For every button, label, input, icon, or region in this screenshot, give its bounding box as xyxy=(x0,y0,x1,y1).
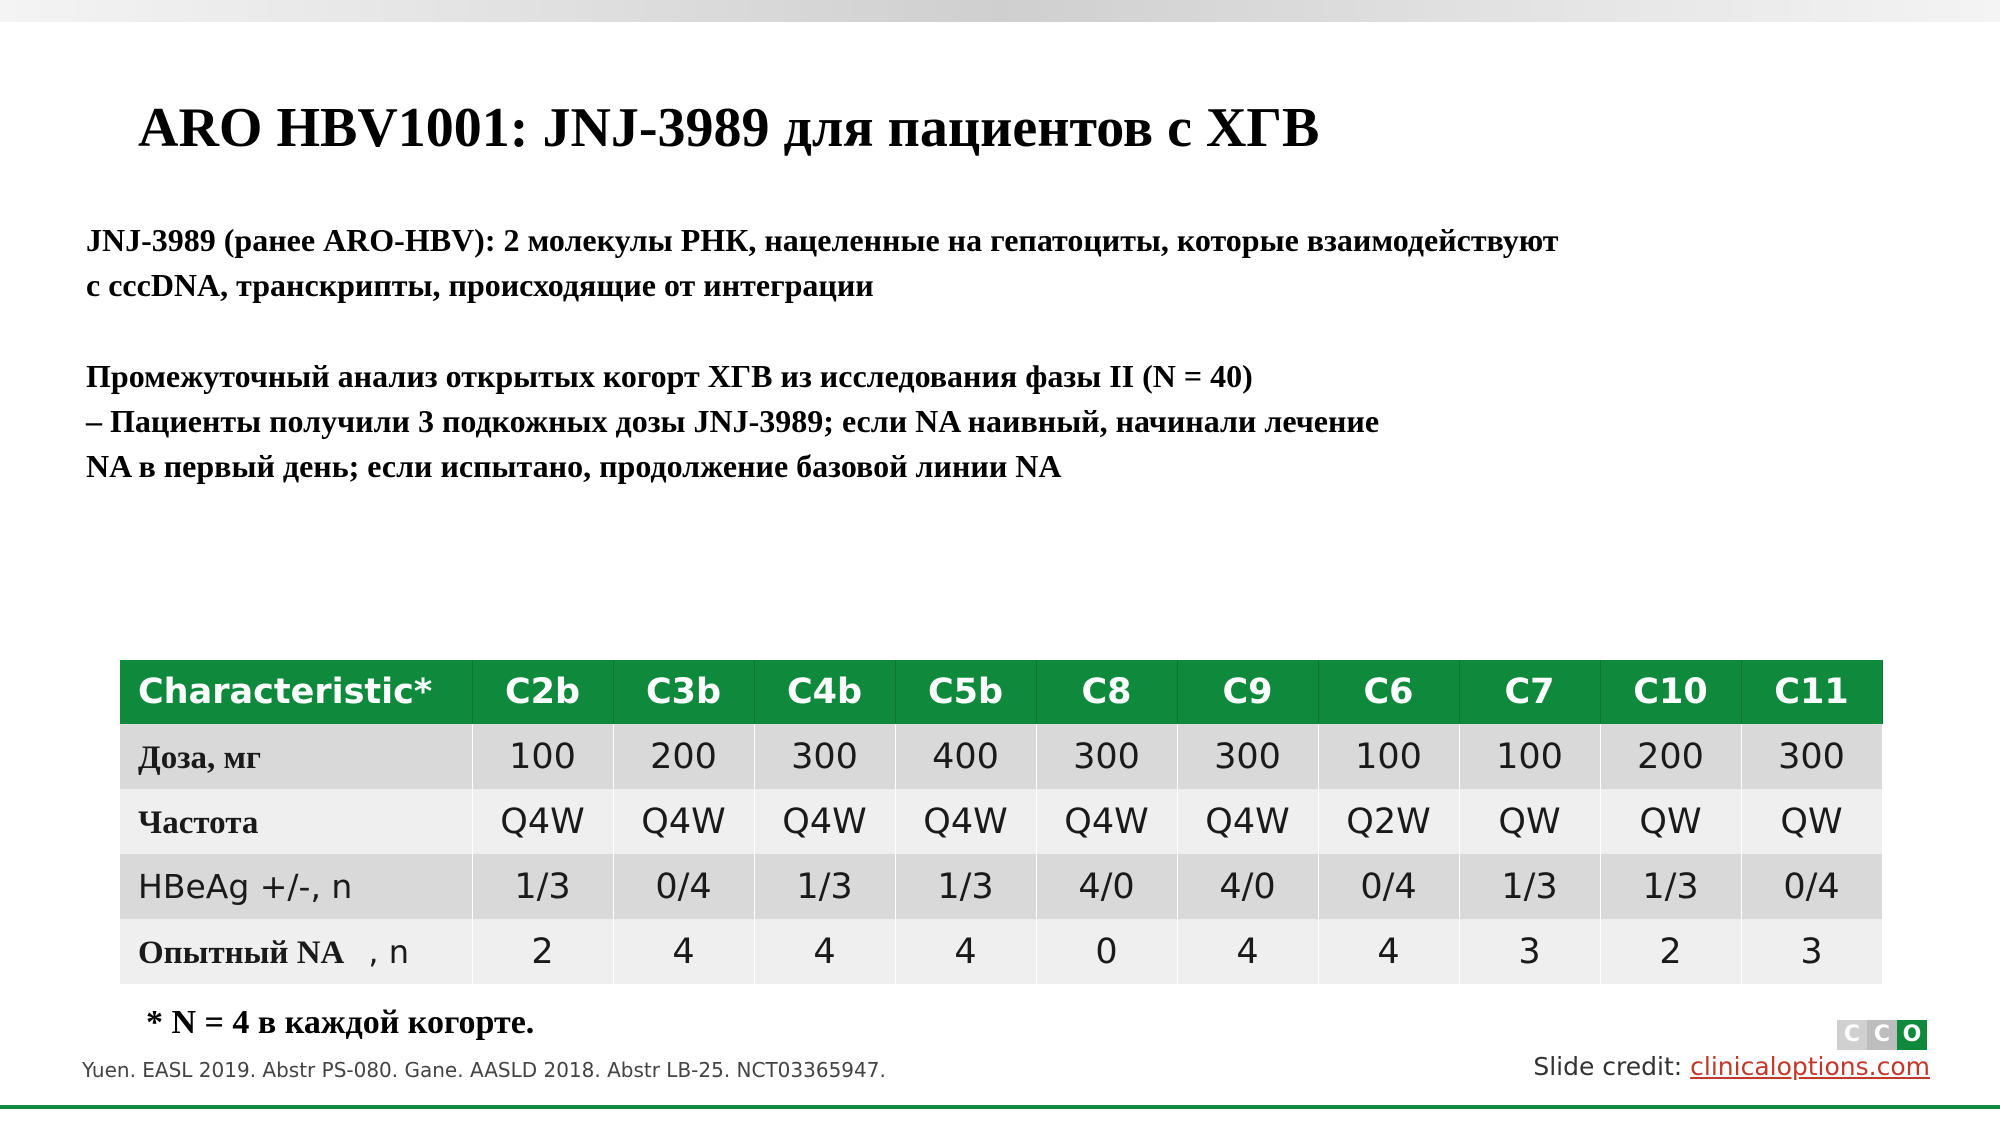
table-cell: 300 xyxy=(1036,724,1177,789)
table-cell: 1/3 xyxy=(754,854,895,919)
intro-line: JNJ-3989 (ранее ARO-HBV): 2 молекулы РНК, нацеленные на гепатоциты, которые взаимодействуют xyxy=(86,222,1559,258)
table-cell: 100 xyxy=(1459,724,1600,789)
column-header-cohort: C7 xyxy=(1459,660,1600,724)
analysis-line: NA в первый день; если испытано, продолжение базовой линии NA xyxy=(86,448,1062,484)
analysis-line: – Пациенты получили 3 подкожных дозы JNJ-3989; если NA наивный, начинали лечение xyxy=(86,403,1380,439)
table-cell: 1/3 xyxy=(895,854,1036,919)
table-header-row xyxy=(120,660,1882,724)
table-cell: 300 xyxy=(754,724,895,789)
table-cell: 0 xyxy=(1036,919,1177,984)
table-cell: 4 xyxy=(754,919,895,984)
table-cell: 4 xyxy=(1177,919,1318,984)
table-cell: 1/3 xyxy=(1459,854,1600,919)
row-label: Частота xyxy=(138,804,259,841)
table-cell: 2 xyxy=(1600,919,1741,984)
top-gradient-bar xyxy=(0,0,2000,22)
column-header-cohort: C4b xyxy=(754,660,895,724)
row-label: Опытный NA xyxy=(138,934,345,971)
cco-logo xyxy=(1837,1020,1927,1050)
table-row-frequency xyxy=(120,789,1882,854)
intro-paragraph xyxy=(86,218,1946,308)
table-cell: 300 xyxy=(1741,724,1882,789)
table-cell: Q4W xyxy=(1036,789,1177,854)
table-cell: QW xyxy=(1459,789,1600,854)
column-header-cohort: C9 xyxy=(1177,660,1318,724)
table-cell: 4 xyxy=(1318,919,1459,984)
column-header-characteristic: Characteristic* xyxy=(120,660,472,724)
table-cell: 300 xyxy=(1177,724,1318,789)
column-header-cohort: C11 xyxy=(1741,660,1882,724)
credit-prefix: Slide credit: xyxy=(1533,1052,1691,1081)
row-label: Доза, мг xyxy=(138,739,261,776)
table-cell: 4 xyxy=(613,919,754,984)
table-cell: Q4W xyxy=(613,789,754,854)
logo-letter: C xyxy=(1867,1020,1897,1050)
table-row-na-experienced xyxy=(120,919,1882,984)
table-cell: 3 xyxy=(1741,919,1882,984)
logo-letter: C xyxy=(1837,1020,1867,1050)
logo-letter: O xyxy=(1897,1020,1927,1050)
row-label-cell xyxy=(120,919,472,984)
table-cell: 1/3 xyxy=(1600,854,1741,919)
table-footnote: * N = 4 в каждой когорте. xyxy=(146,1004,535,1041)
table-cell: 400 xyxy=(895,724,1036,789)
row-label-cell xyxy=(120,789,472,854)
reference-citation: Yuen. EASL 2019. Abstr PS-080. Gane. AASLD 2018. Abstr LB-25. NCT03365947. xyxy=(82,1058,886,1082)
table-cell: 2 xyxy=(472,919,613,984)
column-header-cohort: C2b xyxy=(472,660,613,724)
table-cell: 200 xyxy=(1600,724,1741,789)
table-row-hbeag xyxy=(120,854,1882,919)
table-cell: 4 xyxy=(895,919,1036,984)
table-cell: 4/0 xyxy=(1177,854,1318,919)
column-header-cohort: C6 xyxy=(1318,660,1459,724)
table-cell: 1/3 xyxy=(472,854,613,919)
table-cell: 4/0 xyxy=(1036,854,1177,919)
table-cell: Q4W xyxy=(472,789,613,854)
table-cell: QW xyxy=(1741,789,1882,854)
credit-link[interactable]: clinicaloptions.com xyxy=(1690,1052,1930,1081)
table-cell: Q4W xyxy=(1177,789,1318,854)
bottom-divider xyxy=(0,1105,2000,1109)
table-cell: Q4W xyxy=(754,789,895,854)
column-header-cohort: C8 xyxy=(1036,660,1177,724)
table-cell: 100 xyxy=(472,724,613,789)
column-header-cohort: C3b xyxy=(613,660,754,724)
row-label-cell xyxy=(120,854,472,919)
slide-credit xyxy=(1533,1052,1930,1081)
table-cell: 100 xyxy=(1318,724,1459,789)
slide-title: ARO HBV1001: JNJ-3989 для пациентов с ХГВ xyxy=(138,97,1320,159)
table-cell: Q4W xyxy=(895,789,1036,854)
intro-line: с cccDNA, транскрипты, происходящие от интеграции xyxy=(86,267,874,303)
analysis-line: Промежуточный анализ открытых когорт ХГВ из исследования фазы II (N = 40) xyxy=(86,358,1253,394)
table-cell: QW xyxy=(1600,789,1741,854)
table-cell: 3 xyxy=(1459,919,1600,984)
table-cell: 0/4 xyxy=(1318,854,1459,919)
row-label-cell xyxy=(120,724,472,789)
table-cell: Q2W xyxy=(1318,789,1459,854)
column-header-cohort: C5b xyxy=(895,660,1036,724)
row-label-suffix: , n xyxy=(368,932,409,971)
table-cell: 0/4 xyxy=(613,854,754,919)
table-row-dose xyxy=(120,724,1882,789)
row-label: HBeAg +/-, n xyxy=(138,866,353,906)
cohort-table xyxy=(120,660,1882,984)
table-cell: 0/4 xyxy=(1741,854,1882,919)
analysis-paragraph xyxy=(86,354,1946,489)
column-header-cohort: C10 xyxy=(1600,660,1741,724)
table-cell: 200 xyxy=(613,724,754,789)
